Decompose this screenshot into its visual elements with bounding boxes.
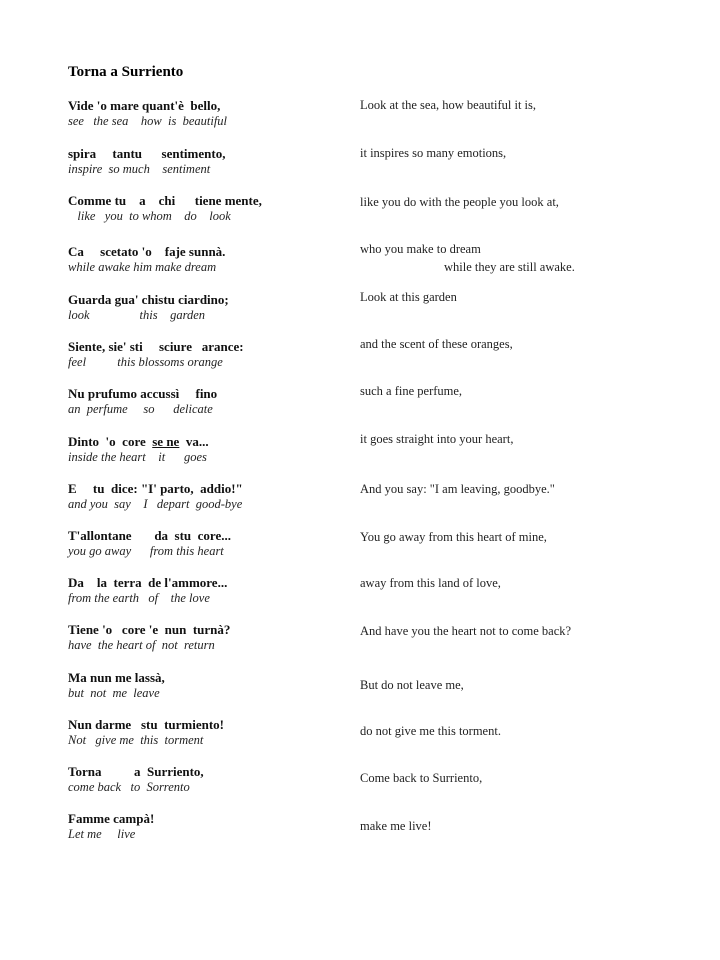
gloss-line: but not me leave <box>68 686 160 700</box>
gloss-line: an perfume so delicate <box>68 402 213 416</box>
stanza <box>0 575 720 619</box>
english-translation: it inspires so many emotions, <box>360 146 507 160</box>
gloss-line: come back to Sorrento <box>68 780 190 794</box>
italian-line: Ca scetato 'o faje sunnà. <box>68 244 226 259</box>
italian-line <box>68 434 209 450</box>
gloss-line: Not give me this torment <box>68 733 204 747</box>
italian-line: Tiene 'o core 'e nun turnà? <box>68 622 231 637</box>
english-translation: Look at the sea, how beautiful it is, <box>360 98 537 112</box>
english-translation: like you do with the people you look at, <box>360 195 559 209</box>
stanza <box>0 244 720 288</box>
italian-line: spira tantu sentimento, <box>68 146 226 161</box>
gloss-line: feel this blossoms orange <box>68 355 223 369</box>
gloss-line: like you to whom do look <box>68 209 231 223</box>
italian-line: Comme tu a chi tiene mente, <box>68 193 262 208</box>
stanza <box>0 481 720 525</box>
stanza <box>0 717 720 761</box>
english-translation-continued: while they are still awake. <box>444 260 575 274</box>
italian-line: Vide 'o mare quant'è bello, <box>68 98 221 113</box>
stanza <box>0 292 720 336</box>
gloss-line: have the heart of not return <box>68 638 215 652</box>
stanza <box>0 146 720 190</box>
stanza <box>0 386 720 430</box>
italian-line: Siente, sie' sti sciure arance: <box>68 339 244 354</box>
english-translation: and the scent of these oranges, <box>360 337 513 351</box>
gloss-line: see the sea how is beautiful <box>68 114 228 128</box>
gloss-line: from the earth of the love <box>68 591 210 605</box>
italian-line: Torna a Surriento, <box>68 764 204 779</box>
document-title: Torna a Surriento <box>68 64 184 80</box>
gloss-line: inspire so much sentiment <box>68 162 211 176</box>
english-translation: Look at this garden <box>360 290 457 304</box>
underlined-phrase: se ne <box>152 434 180 449</box>
italian-line: Famme campà! <box>68 811 155 826</box>
english-translation: do not give me this torment. <box>360 724 501 738</box>
italian-line-start: Dinto 'o core <box>68 434 153 449</box>
stanza <box>0 811 720 855</box>
english-translation: And you say: "I am leaving, goodbye." <box>360 482 555 496</box>
stanza <box>0 339 720 383</box>
gloss-line: inside the heart it goes <box>68 450 207 464</box>
gloss-line: you go away from this heart <box>68 544 224 558</box>
gloss-line: look this garden <box>68 308 206 322</box>
stanza <box>0 764 720 808</box>
english-translation: such a fine perfume, <box>360 384 463 398</box>
stanza <box>0 98 720 142</box>
italian-line: Guarda gua' chistu ciardino; <box>68 292 229 307</box>
english-translation: And have you the heart not to come back? <box>360 624 572 638</box>
italian-line: Nun darme stu turmiento! <box>68 717 224 732</box>
english-translation: it goes straight into your heart, <box>360 432 514 446</box>
italian-line: Ma nun me lassà, <box>68 670 165 685</box>
stanza <box>0 434 720 478</box>
stanza <box>0 622 720 666</box>
english-translation: who you make to dream <box>360 242 481 256</box>
stanza <box>0 193 720 237</box>
italian-line: Nu prufumo accussì fino <box>68 386 218 401</box>
stanza <box>0 528 720 572</box>
gloss-line: and you say I depart good-bye <box>68 497 243 511</box>
italian-line: E tu dice: "I' parto, addio!" <box>68 481 243 496</box>
gloss-line: while awake him make dream <box>68 260 217 274</box>
english-translation: Come back to Surriento, <box>360 771 483 785</box>
italian-line-end: va... <box>179 434 209 449</box>
english-translation: But do not leave me, <box>360 678 464 692</box>
italian-line: Da la terra de l'ammore... <box>68 575 228 590</box>
english-translation: away from this land of love, <box>360 576 501 590</box>
english-translation: make me live! <box>360 819 432 833</box>
italian-line: T'allontane da stu core... <box>68 528 231 543</box>
stanza <box>0 670 720 714</box>
gloss-line: Let me live <box>68 827 136 841</box>
english-translation: You go away from this heart of mine, <box>360 530 547 544</box>
